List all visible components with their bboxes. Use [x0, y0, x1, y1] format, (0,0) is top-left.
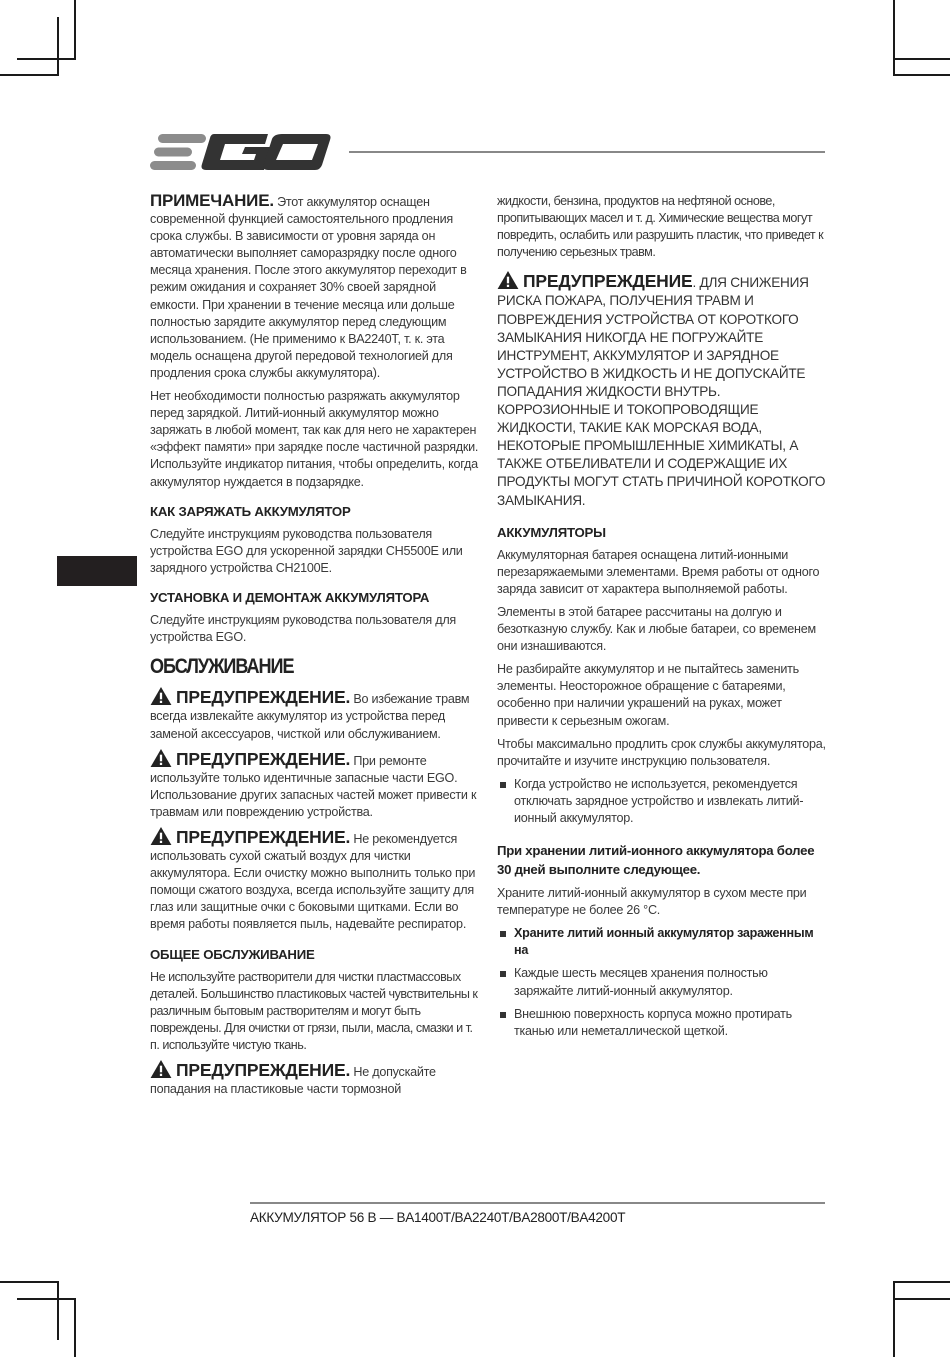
batteries-paragraph: Аккумуляторная батарея оснащена литий-ионными перезаряжаемыми элементами. Время работы от одного заряда зависит от характера выполняемой работы.: [497, 547, 820, 596]
logo-stripe: [158, 134, 206, 143]
warning-block: [150, 827, 480, 934]
bullet-item: Каждые шесть месяцев хранения полностью заряжайте литий-ионный аккумулятор.: [497, 965, 827, 999]
crop-mark: [74, 0, 76, 59]
general-maintenance-heading: ОБЩЕЕ ОБСЛУЖИВАНИЕ: [150, 946, 315, 962]
warning-triangle-icon: [497, 271, 519, 289]
batteries-paragraph: Элементы в этой батарее рассчитаны на долгую и безотказную службу. Как и любые батареи, со временем они изнашиваются.: [497, 604, 816, 654]
warning-label: ПРЕДУПРЕЖДЕНИЕ.: [176, 748, 351, 769]
charging-text: Следуйте инструкциям руководства пользователя устройства EGO для ускоренной зарядки CH5500E или зарядного устройства CH2100E.: [150, 526, 463, 575]
warning-heading: [150, 749, 350, 769]
left-column: [150, 192, 480, 1104]
caps-warning-block: [497, 271, 827, 509]
warning-text: Не рекомендуется использовать сухой сжатый воздух для чистки аккумулятора. Если очистку можно выполнить только при помощи сжатого воздуха, всегда используйте защиту для глаз или защитные очки с боковыми щитками. Если во время работы появляется пыль, надевайте респиратор.: [150, 832, 476, 932]
logo-letter-g: [202, 134, 273, 170]
warning-triangle-icon: [150, 687, 172, 705]
warning-text: Во избежание травм всегда извлекайте аккумулятор из устройства перед заменой аксессуаров, чисткой или обслуживанием.: [150, 692, 470, 741]
warning-block: [150, 1060, 480, 1098]
logo-stripe: [150, 161, 196, 170]
crop-mark: [893, 1281, 895, 1357]
bullet-item: Когда устройство не используется, рекомендуется отключать зарядное устройство и извлекать литий-ионный аккумулятор.: [497, 776, 827, 827]
charging-heading: КАК ЗАРЯЖАТЬ АККУМУЛЯТОР: [150, 503, 351, 519]
warning-block: [150, 749, 480, 821]
warning-triangle-icon: [150, 749, 172, 767]
crop-mark: [893, 74, 950, 76]
crop-mark: [0, 1281, 59, 1283]
storage-text: Храните литий-ионный аккумулятор в сухом месте при температуре не более 26 °C.: [497, 886, 807, 918]
crop-mark: [17, 1298, 76, 1300]
note-paragraph: [150, 192, 480, 382]
storage-bullet-list: [497, 925, 827, 1040]
batteries-bullet-list: [497, 776, 827, 827]
warning-text: При ремонте используйте только идентичные запасные части EGO. Использование других запасных частей может привести к травмам или повреждению устройства.: [150, 753, 477, 819]
logo-letter-o: [264, 134, 331, 170]
footer-model-line: АККУМУЛЯТОР 56 В — BA1400T/BA2240T/BA2800T/BA4200T: [250, 1210, 626, 1225]
install-heading: УСТАНОВКА И ДЕМОНТАЖ АККУМУЛЯТОРА: [150, 589, 430, 605]
warning-triangle-icon: [150, 1060, 172, 1078]
section-tab-marker: [57, 556, 137, 586]
crop-mark: [74, 1298, 76, 1357]
crop-mark: [57, 17, 59, 76]
install-text: Следуйте инструкциям руководства пользователя для устройства EGO.: [150, 613, 456, 645]
batteries-paragraph: Чтобы максимально продлить срок службы аккумулятора, прочитайте и изучите инструкцию пользователя.: [497, 736, 826, 768]
crop-mark: [57, 1281, 59, 1340]
ego-logo: [150, 132, 332, 172]
crop-mark: [893, 0, 895, 76]
right-column: [497, 193, 827, 1046]
general-maintenance-text: Не используйте растворители для чистки пластмассовых деталей. Большинство пластиковых частей чувствительны к различным бытовым растворителям и могут быть повреждены. Для очистки от грязи, пыли, масла, смазки и т. п. используйте чистую ткань.: [150, 969, 478, 1053]
warning-heading: [150, 687, 350, 707]
warning-label: ПРЕДУПРЕЖДЕНИЕ: [523, 271, 693, 292]
crop-mark: [0, 74, 59, 76]
maintenance-heading: ОБСЛУЖИВАНИЕ: [150, 655, 294, 679]
warning-block: [150, 687, 480, 742]
note-label: ПРИМЕЧАНИЕ.: [150, 191, 274, 210]
bullet-item: Внешнюю поверхность корпуса можно протирать тканью или неметаллической щеткой.: [497, 1006, 827, 1040]
warning-text: . ДЛЯ СНИЖЕНИЯ РИСКА ПОЖАРА, ПОЛУЧЕНИЯ ТРАВМ И ПОВРЕЖДЕНИЯ УСТРОЙСТВА ОТ КОРОТКОГО ЗАМЫКАНИЯ НИКОГДА НЕ ПОГРУЖАЙТЕ ИНСТРУМЕНТ, АККУМУЛЯТОР И ЗАРЯДНОЕ УСТРОЙСТВО В ЖИДКОСТЬ И НЕ ДОПУСКАЙТЕ ПОПАДАНИЯ ЖИДКОСТИ ВНУТРЬ. КОРРОЗИОННЫЕ И ТОКОПРОВОДЯЩИЕ ЖИДКОСТИ, ТАКИЕ КАК МОРСКАЯ ВОДА, НЕКОТОРЫЕ ПРОМЫШЛЕННЫЕ ХИМИКАТЫ, А ТАКЖЕ ОТБЕЛИВАТЕЛИ И СОДЕРЖАЩИЕ ИХ ПРОДУКТЫ МОГУТ СТАТЬ ПРИЧИНОЙ КОРОТКОГО ЗАМЫКАНИЯ.: [497, 275, 826, 508]
storage-heading: При хранении литий-ионного аккумулятора более 30 дней выполните следующее.: [497, 843, 815, 878]
continuation-paragraph: жидкости, бензина, продуктов на нефтяной основе, пропитывающих масел и т. д. Химические вещества могут повредить, ослабить или разрушить пластик, что приведет к получению серьезных травм.: [497, 194, 824, 260]
warning-triangle-icon: [150, 827, 172, 845]
note-text: Этот аккумулятор оснащен современной функцией самостоятельного продления срока службы. В зависимости от уровня заряда он автоматически выполняет саморазрядку после одного месяца хранения. После этого аккумулятор переходит в режим ожидания и сохраняет 30% своей зарядной емкости. При хранении в течение месяца или дольше полностью зарядите аккумулятор перед следующим использованием. (Не применимо к BA2240T, т. к. эта модель оснащена другой передовой технологией для продления срока службы аккумулятора).: [150, 195, 467, 380]
footer-divider: [250, 1202, 825, 1204]
warning-heading: [150, 827, 350, 847]
warning-label: ПРЕДУПРЕЖДЕНИЕ.: [176, 827, 351, 847]
crop-mark: [17, 58, 76, 60]
header-divider: [349, 151, 825, 153]
warning-heading: [497, 271, 692, 291]
bullet-item: Храните литий ионный аккумулятор зараженным на: [497, 925, 827, 959]
warning-text: Не допускайте попадания на пластиковые части тормозной: [150, 1065, 436, 1097]
warning-label: ПРЕДУПРЕЖДЕНИЕ.: [176, 687, 351, 708]
crop-mark: [893, 1281, 950, 1283]
logo-stripe: [154, 148, 192, 157]
crop-mark: [893, 58, 950, 60]
memory-effect-paragraph: Нет необходимости полностью разряжать аккумулятор перед зарядкой. Литий-ионный аккумулятор можно заряжать в любой момент, так как для него не характерен «эффект памяти» при зарядке после частичной разрядки. Используйте индикатор питания, чтобы определить, когда аккумулятор нуждается в подзарядке.: [150, 389, 479, 489]
batteries-heading: АККУМУЛЯТОРЫ: [497, 524, 606, 540]
batteries-paragraph: Не разбирайте аккумулятор и не пытайтесь заменить элементы. Неосторожное обращение с батареями, особенно при наличии украшений на руках, может привести к серьезным ожогам.: [497, 662, 799, 728]
warning-heading: [150, 1060, 350, 1080]
crop-mark: [893, 1298, 950, 1300]
warning-label: ПРЕДУПРЕЖДЕНИЕ.: [176, 1060, 351, 1081]
